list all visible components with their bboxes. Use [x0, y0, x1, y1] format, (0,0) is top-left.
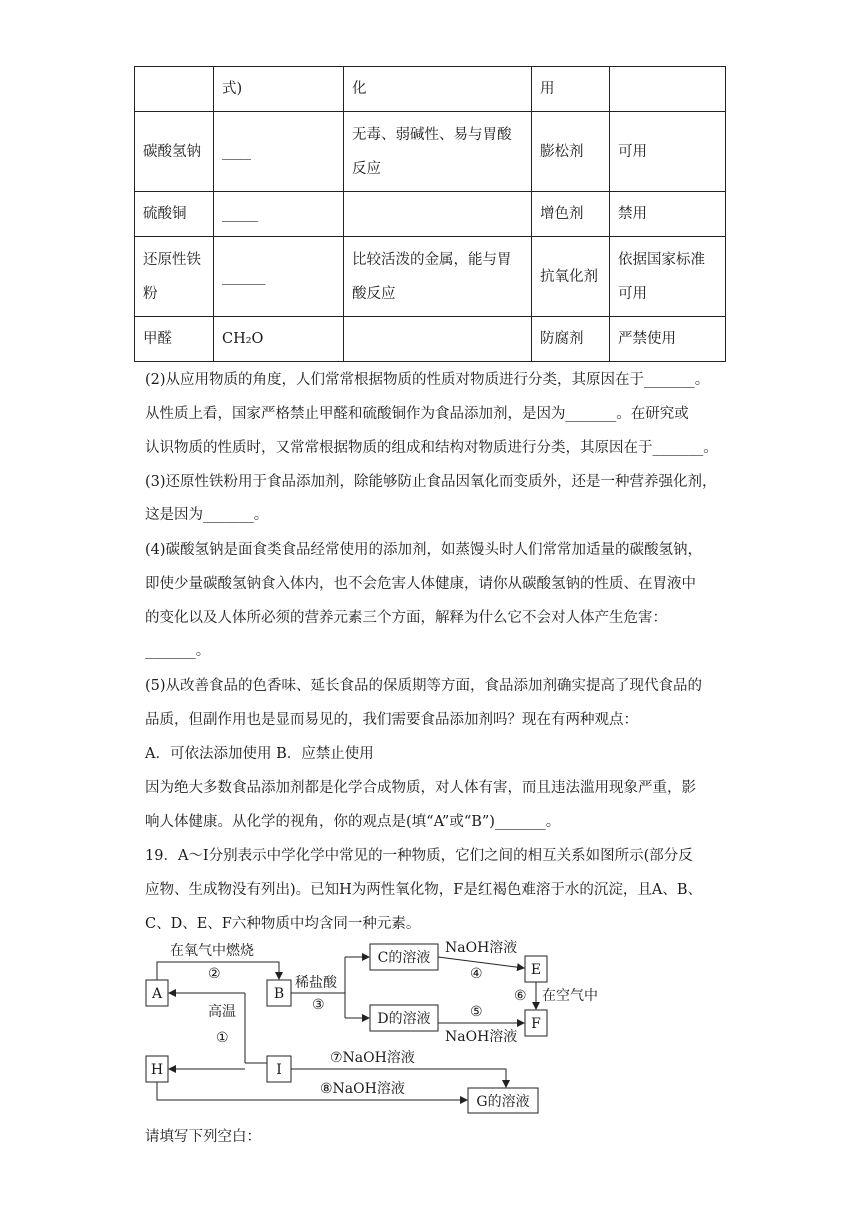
paragraph-line: 19．A～I分别表示中学化学中常见的一种物质，它们之间的相互关系如图所示(部分反 — [145, 848, 693, 864]
paragraph-line: (3)还原性铁粉用于食品添加剂，除能够防止食品因氧化而变质外，还是一种营养强化剂， — [145, 474, 717, 490]
label-hcl: 稀盐酸 — [295, 975, 337, 991]
table-cell: 禁用 — [610, 192, 726, 237]
paragraph-line: 即使少量碳酸氢钠食入体内，也不会危害人体健康，请你从碳酸氢钠的性质、在胃液中 — [145, 576, 696, 592]
table-cell: 增色剂 — [532, 192, 610, 237]
label-n3: ③ — [312, 997, 325, 1013]
table-cell: 依据国家标准可用 — [610, 237, 726, 317]
table-cell: 甲醛 — [135, 317, 214, 362]
table-row — [135, 237, 726, 317]
paragraph-line: _______。 — [145, 643, 211, 659]
paragraph-line: 这是因为_______。 — [145, 507, 269, 523]
paragraph-line: (5)从改善食品的色香味、延长食品的保质期等方面，食品添加剂确实提高了现代食品的 — [145, 678, 703, 694]
box-i-label: I — [276, 1062, 282, 1078]
table-cell: CH₂O — [214, 317, 344, 362]
paragraph-line: (2)从应用物质的角度，人们常常根据物质的性质对物质进行分类，其原因在于_______。 — [145, 372, 710, 388]
table-cell: 可用 — [610, 112, 726, 192]
label-naoh4: NaOH溶液 — [445, 940, 518, 956]
paragraph-line: C、D、E、F六种物质中均含同一种元素。 — [145, 916, 421, 932]
footer-prompt: 请填写下列空白： — [145, 1129, 261, 1145]
box-f-label: F — [531, 1016, 541, 1032]
box-h-label: H — [150, 1062, 164, 1078]
label-naoh8: ⑧NaOH溶液 — [320, 1081, 405, 1097]
label-air: 在空气中 — [542, 988, 598, 1004]
paragraph-line: 因为绝大多数食品添加剂都是化学合成物质，对人体有害，而且违法滥用现象严重，影 — [145, 780, 696, 796]
table-row — [135, 67, 726, 112]
table-cell: ______ — [214, 237, 344, 317]
label-n1: ① — [216, 1030, 229, 1046]
table-cell: 碳酸氢钠 — [135, 112, 214, 192]
paragraph-line: 的变化以及人体所必须的营养元素三个方面，解释为什么它不会对人体产生危害： — [145, 610, 667, 626]
table-cell — [610, 67, 726, 112]
table-cell: 还原性铁粉 — [135, 237, 214, 317]
table-cell — [135, 67, 214, 112]
box-a-label: A — [151, 986, 163, 1002]
arrow-h-to-g — [157, 1082, 467, 1100]
label-n5: ⑤ — [470, 1004, 483, 1020]
table-cell — [344, 192, 532, 237]
paragraph-line: 品质，但副作用也是显而易见的，我们需要食品添加剂吗？现在有两种观点： — [145, 712, 638, 728]
box-g-label: G的溶液 — [476, 1094, 530, 1110]
box-b-label: B — [273, 986, 285, 1002]
table-row — [135, 112, 726, 192]
label-burn: 在氧气中燃烧 — [170, 943, 254, 959]
label-high-temp: 高温 — [208, 1004, 236, 1020]
label-naoh5: NaOH溶液 — [445, 1029, 518, 1045]
table-cell: 膨松剂 — [532, 112, 610, 192]
label-naoh7: ⑦NaOH溶液 — [330, 1050, 415, 1066]
paragraph-line: 应物、生成物没有列出)。已知H为两性氧化物，F是红褐色难溶于水的沉淀，且A、B、 — [145, 882, 702, 898]
paragraph-line: 响人体健康。从化学的视角，你的观点是(填“A”或“B”)_______。 — [145, 814, 561, 830]
table-cell: _____ — [214, 192, 344, 237]
table-cell — [344, 317, 532, 362]
paragraph-line: (4)碳酸氢钠是面食类食品经常使用的添加剂，如蒸馒头时人们常常加适量的碳酸氢钠， — [145, 542, 703, 558]
label-n4: ④ — [470, 966, 483, 982]
table-cell: 无毒、弱碱性、易与胃酸反应 — [344, 112, 532, 192]
reaction-diagram — [140, 938, 620, 1118]
table-row — [135, 317, 726, 362]
table-cell: 严禁使用 — [610, 317, 726, 362]
table-cell: 比较活泼的金属，能与胃酸反应 — [344, 237, 532, 317]
box-c-label: C的溶液 — [377, 950, 431, 966]
box-e-label: E — [530, 962, 542, 978]
table-cell: 用 — [532, 67, 610, 112]
table-row — [135, 192, 726, 237]
paragraph-line: 认识物质的性质时，又常常根据物质的组成和结构对物质进行分类，其原因在于_______。 — [145, 440, 718, 456]
table-cell: 防腐剂 — [532, 317, 610, 362]
paragraph-line: A．可依法添加使用 B．应禁止使用 — [145, 746, 374, 762]
box-d-label: D的溶液 — [377, 1011, 431, 1027]
table-cell: 抗氧化剂 — [532, 237, 610, 317]
table-cell: 化 — [344, 67, 532, 112]
label-n6: ⑥ — [514, 988, 527, 1004]
label-n2: ② — [208, 966, 221, 982]
table-cell: 式) — [214, 67, 344, 112]
additives-table — [134, 66, 726, 362]
table-cell: ____ — [214, 112, 344, 192]
paragraph-line: 从性质上看，国家严格禁止甲醛和硫酸铜作为食品添加剂，是因为_______。在研究或 — [145, 406, 689, 422]
table-cell: 硫酸铜 — [135, 192, 214, 237]
